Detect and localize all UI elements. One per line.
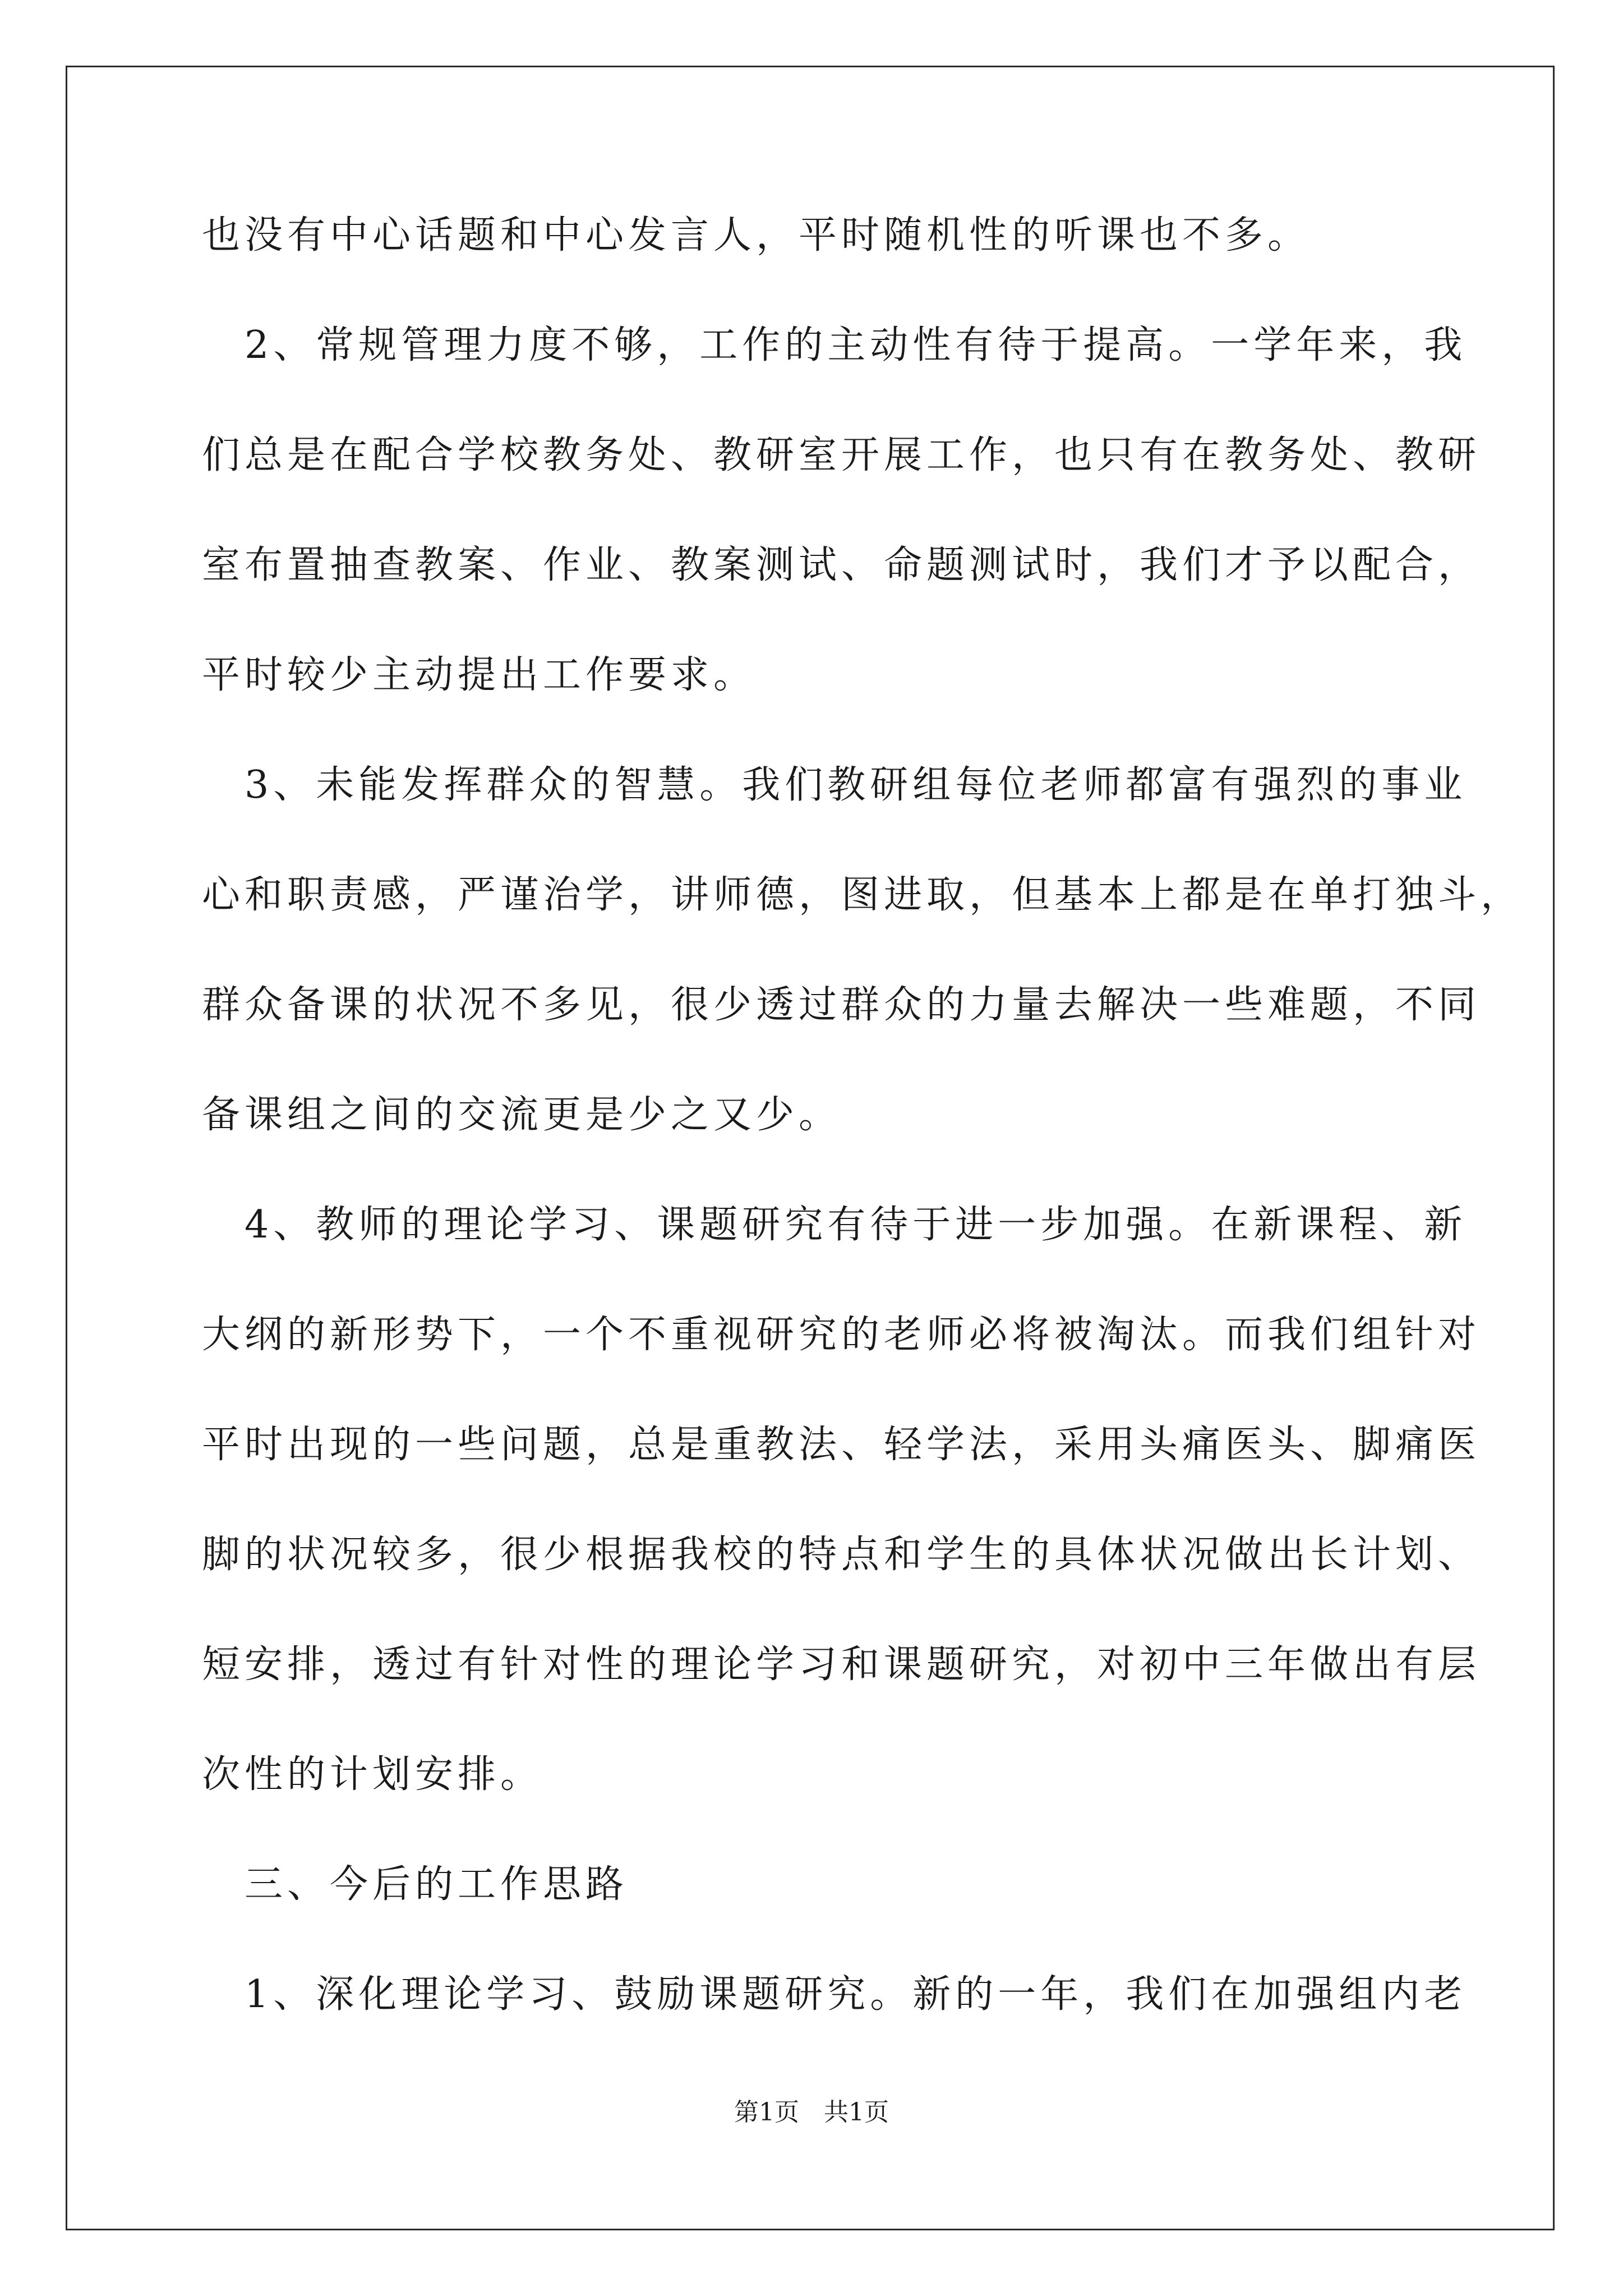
page-footer: 第1页 共1页 — [734, 2098, 889, 2127]
text-line: 备课组之间的交流更是少之又少。 — [202, 1093, 842, 1137]
text-line: 们总是在配合学校教务处、教研室开展工作，也只有在教务处、教研 — [202, 433, 1481, 477]
text-line: 大纲的新形势下，一个不重视研究的老师必将被淘汰。而我们组针对 — [202, 1313, 1481, 1357]
section-heading: 三、今后的工作思路 — [202, 1862, 629, 1907]
text-line: 平时较少主动提出工作要求。 — [202, 653, 757, 697]
text-line: 4、教师的理论学习、课题研究有待于进一步加强。在新课程、新 — [202, 1203, 1467, 1247]
text-line: 1、深化理论学习、鼓励课题研究。新的一年，我们在加强组内老 — [202, 1972, 1467, 2017]
text-line: 心和职责感，严谨治学，讲师德，图进取，但基本上都是在单打独斗， — [202, 873, 1524, 917]
text-line: 3、未能发挥群众的智慧。我们教研组每位老师都富有强烈的事业 — [202, 763, 1467, 807]
text-line: 群众备课的状况不多见，很少透过群众的力量去解决一些难题，不同 — [202, 983, 1481, 1027]
text-line: 次性的计划安排。 — [202, 1752, 543, 1797]
text-line: 短安排，透过有针对性的理论学习和课题研究，对初中三年做出有层 — [202, 1642, 1481, 1687]
text-line: 室布置抽查教案、作业、教案测试、命题测试时，我们才予以配合， — [202, 543, 1481, 587]
text-line: 脚的状况较多，很少根据我校的特点和学生的具体状况做出长计划、 — [202, 1533, 1481, 1577]
text-line: 也没有中心话题和中心发言人，平时随机性的听课也不多。 — [202, 213, 1311, 257]
text-line: 2、常规管理力度不够，工作的主动性有待于提高。一学年来，我 — [202, 323, 1467, 367]
text-line: 平时出现的一些问题，总是重教法、轻学法，采用头痛医头、脚痛医 — [202, 1423, 1481, 1467]
